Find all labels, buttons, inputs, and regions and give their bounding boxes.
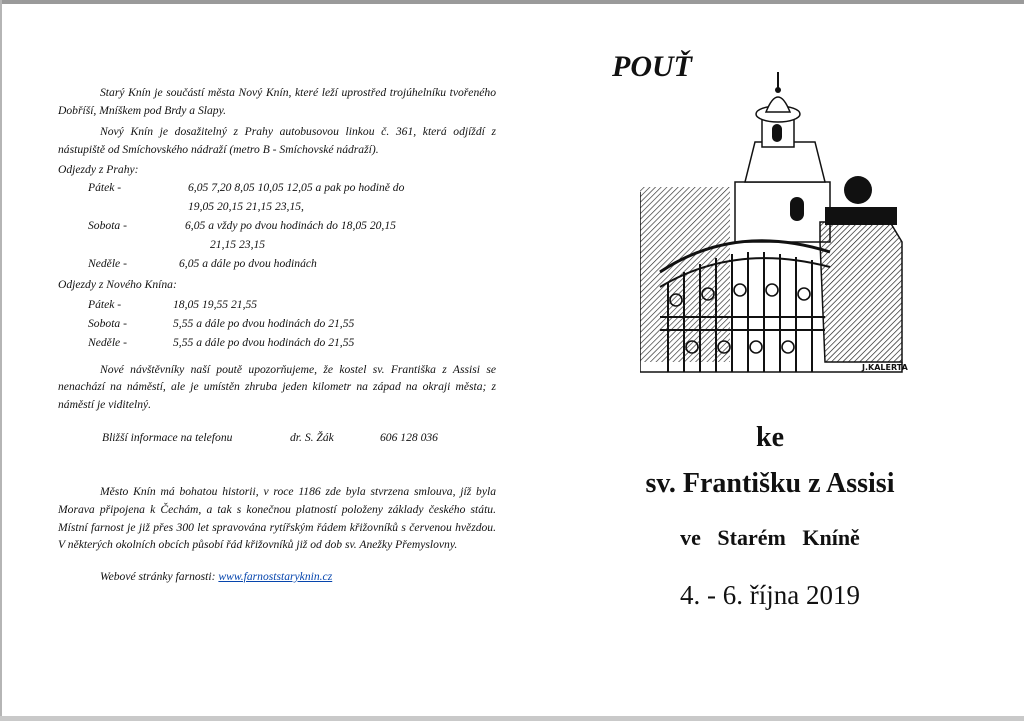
visitors-paragraph: Nové návštěvníky naší poutě upozorňujeme, že kostel sv. Františka z Assisi se nenachází na náměstí, ale je umístěn zhruba jeden kilometr na západ na okraji města; z náměstí je viditelný. bbox=[58, 362, 496, 411]
schedule-times: 19,05 20,15 21,15 23,15, bbox=[188, 199, 304, 213]
pout-title: POUŤ bbox=[612, 50, 692, 83]
schedule-times: 21,15 23,15 bbox=[210, 237, 266, 251]
church-gate-illustration bbox=[640, 72, 912, 402]
window-bottom-edge bbox=[0, 716, 1024, 721]
intro-paragraph: Starý Knín je součástí města Nový Knín, které leží uprostřed trojúhelníku tvořeného Dobříší, Mníškem pod Brdy a Slapy. bbox=[58, 86, 496, 117]
web-line bbox=[58, 568, 496, 586]
contact-person: dr. S. Žák bbox=[290, 431, 334, 445]
ke-line: ke bbox=[756, 422, 784, 453]
schedule-row bbox=[58, 255, 496, 274]
artist-signature: J.KALERTA bbox=[862, 363, 908, 372]
knin-heading: Odjezdy z Nového Knína: bbox=[58, 277, 177, 291]
history-paragraph: Město Knín má bohatou historii, v roce 1186 zde byla stvrzena smlouva, jíž byla Morava připojena k Čechám, a tak s konečnou platností položeny základy českého státu. Místní farnost je již přes 300 let spravována rytířským řádem křižovníků s červenou hvězdou. V některých okolních obcích působí řád křižovníků již od dob sv. Anežky Přemyslovny. bbox=[58, 485, 496, 552]
schedule-day: Pátek - bbox=[88, 180, 122, 194]
schedule-row bbox=[58, 198, 496, 217]
schedule-day: Pátek - bbox=[88, 297, 122, 311]
schedule-times: 6,05 7,20 8,05 10,05 12,05 a pak po hodině do bbox=[188, 180, 405, 194]
schedule-row bbox=[58, 315, 496, 334]
place-title: ve Starém Kníně bbox=[680, 525, 860, 550]
schedule-row bbox=[58, 236, 496, 255]
schedule-times: 6,05 a dále po dvou hodinách bbox=[179, 256, 317, 270]
knin-schedule bbox=[58, 296, 496, 353]
praha-schedule bbox=[58, 179, 496, 274]
schedule-times: 5,55 a dále po dvou hodinách do 21,55 bbox=[173, 316, 355, 330]
contact-phone: 606 128 036 bbox=[380, 431, 438, 445]
schedule-times: 18,05 19,55 21,55 bbox=[173, 297, 258, 311]
bus-paragraph: Nový Knín je dosažitelný z Prahy autobusovou linkou č. 361, která odjíždí z nástupiště od Smíchovského nádraží (metro B - Smíchovské nádraží). bbox=[58, 125, 496, 156]
praha-heading: Odjezdy z Prahy: bbox=[58, 163, 139, 177]
schedule-day: Neděle - bbox=[88, 256, 127, 270]
schedule-day: Sobota - bbox=[88, 316, 127, 330]
schedule-row bbox=[58, 179, 496, 198]
contact-label: Bližší informace na telefonu bbox=[102, 431, 233, 445]
schedule-row bbox=[58, 334, 496, 353]
schedule-row bbox=[58, 296, 496, 315]
contact-line bbox=[58, 429, 496, 447]
web-label: Webové stránky farnosti: bbox=[100, 569, 216, 583]
saint-title: sv. Františku z Assisi bbox=[645, 468, 895, 499]
schedule-times: 5,55 a dále po dvou hodinách do 21,55 bbox=[173, 335, 355, 349]
schedule-row bbox=[58, 217, 496, 236]
schedule-day: Neděle - bbox=[88, 335, 127, 349]
parish-website-link[interactable]: www.farnoststaryknin.cz bbox=[218, 569, 333, 583]
schedule-times: 6,05 a vždy po dvou hodinách do 18,05 20,15 bbox=[185, 218, 396, 232]
left-column bbox=[58, 84, 496, 585]
schedule-day: Sobota - bbox=[88, 218, 127, 232]
date-title: 4. - 6. října 2019 bbox=[680, 580, 860, 610]
